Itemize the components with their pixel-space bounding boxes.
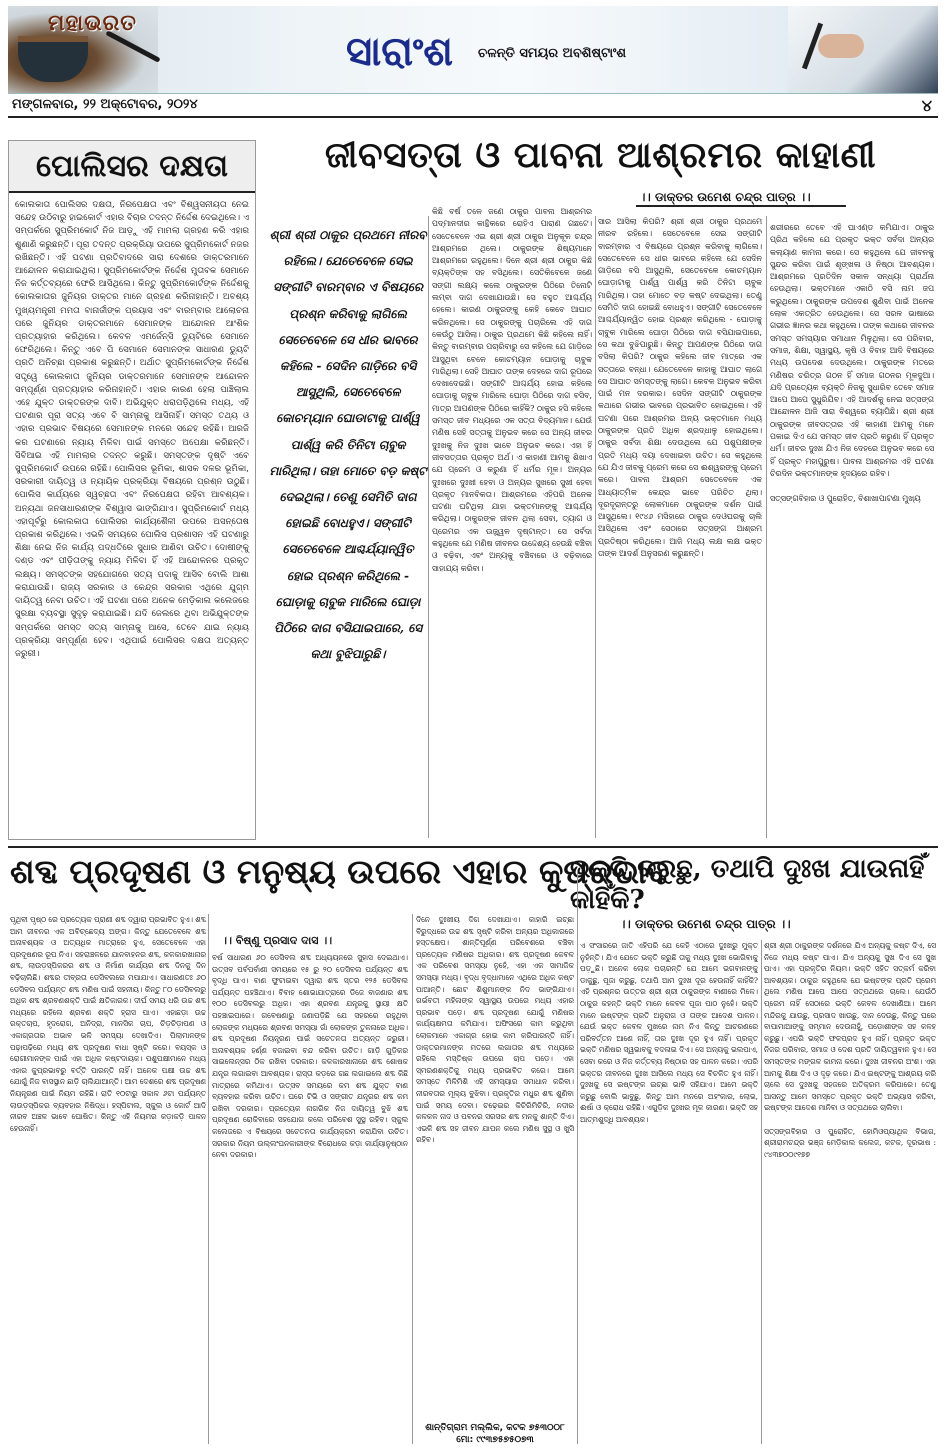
noise-article-column-2: ବର୍ଷ ସାଧାରଣ ୬୦ ଡେସିବଲ ଶବ୍ଦ ଅଧ୍ୟୟନରେ ସୁହାସ ଦେଇଥାଏ। ଉତ୍ସବ ପର୍ବପର୍ବାଣୀ ସମୟରେ ୧୫ ରୁ ୨୦ ଡେସିବଲ ପର୍ଯ୍ୟନ୍ତ ଶବ୍ଦ ବୃଦ୍ଧି ପାଏ। ବାଣ ଫୁଟାଇବା ଦ୍ୱାରା ଶବ୍ଦ ସ୍ତର ୧୨୫ ଡେସିବଲ ପର୍ଯ୍ୟନ୍ତ ପହଞ୍ଚିଥାଏ। ବିବାହ ଶୋଭାଯାତ୍ରାରେ ଡିଜେ ବାଜଣାର ଶବ୍ଦ ୧୦୦ ଡେସିବଲରୁ ଅଧିକ। ଏହା ଶ୍ରବଣ ଯନ୍ତ୍ରକୁ ସ୍ଥାୟୀ କ୍ଷତି ପହଞ୍ଚାଇପାରେ। ଗବେଷଣାରୁ ଜଣାପଡ଼ିଛି ଯେ ସହରରେ ରହୁଥିବା ଲୋକଙ୍କ ମଧ୍ୟରେ ଶ୍ରବଣ ସମସ୍ୟା ଗାଁ ଲୋକଙ୍କ ତୁଳନାରେ ଅଧିକ। ଶବ୍ଦ ପ୍ରଦୂଷଣ ନିୟନ୍ତ୍ରଣ ପାଇଁ ସଚେତନତା ଅତ୍ୟନ୍ତ ଜରୁରୀ। ଅନାବଶ୍ୟକ ହର୍ଣ୍ଣ ବଜାଇବା ବନ୍ଦ କରିବା ଉଚିତ। ଗାଡ଼ି ଗୁଡ଼ିକର ସାଇଲେନ୍ସର ଠିକ ରଖିବା ଦରକାର। କଳକାରଖାନାରେ ଶବ୍ଦ ଶୋଷକ ଯନ୍ତ୍ର ଲଗାଇବା ଆବଶ୍ୟକ। ରାସ୍ତା କଡ଼ରେ ଗଛ ଲଗାଇଲେ ଶବ୍ଦ କିଛି ମାତ୍ରାରେ କମିଥାଏ। ଉତ୍ସବ ସମୟରେ କମ ଶବ୍ଦ ଯୁକ୍ତ ବାଣ ବ୍ୟବହାର କରିବା ଉଚିତ। ଘରେ ଟିଭି ଓ ସଙ୍ଗୀତ ଯନ୍ତ୍ରର ଶବ୍ଦ କମ ରଖିବା ଦରକାର। ପ୍ରତ୍ୟେକ ନାଗରିକ ନିଜ ଦାୟିତ୍ୱ ବୁଝି ଶବ୍ଦ ପ୍ରଦୂଷଣ ରୋକିବାରେ ସହଯୋଗ କଲେ ପରିବେଶ ସୁସ୍ଥ ରହିବ। ସ୍କୁଲ କଲେଜରେ ଏ ବିଷୟରେ ସଚେତନତା କାର୍ଯ୍ୟକ୍ରମ କରାଯିବା ଉଚିତ। ସରକାର ନିୟମ ଉଲ୍ଲଂଘନକାରୀଙ୍କ ବିରୋଧରେ କଡ଼ା କାର୍ଯ୍ୟାନୁଷ୍ଠାନ ନେବା ଦରକାର।	[212, 953, 408, 1160]
editorial-header	[9, 141, 255, 193]
page-number: ୪	[921, 96, 932, 115]
bhakti-article-column-2	[764, 940, 936, 1410]
noise-article-title: ଶବ୍ଦ ପ୍ରଦୂଷଣ ଓ ମନୁଷ୍ୟ ଉପରେ ଏହାର କୁପ୍ରଭାବ	[10, 852, 670, 891]
editorial-title: ପୋଲିସର ଦକ୍ଷତା	[36, 149, 228, 184]
contact-address: ଶାନ୍ତିଗ୍ରାମ ମଲ୍ଲିକ, କଟକ ୭୫୩୦୦୮	[425, 1423, 565, 1433]
cup-shape	[18, 36, 88, 82]
section-title: ସାରାଂଶ	[346, 28, 454, 75]
hand-shape	[818, 34, 864, 58]
main-article-byline: ।। ଡାକ୍ତର ଉମେଶ ଚନ୍ଦ୍ର ପାତ୍ର ।।	[640, 190, 811, 204]
main-article-column-3-text: ଶରୀରରେ ତେବେ ଏହି ଘାଏଣ୍ଡ କମିଯାଏ। ଠାକୁର ପ୍ରିଥ କହିଲେ ଯେ ପ୍ରକୃତ ଭକ୍ତ ସର୍ବଦା ଅନ୍ୟର କଲ୍ୟାଣ କାମନା କରେ। ସେ କହୁଥିଲେ ଯେ ଜୀବନକୁ ସୁନ୍ଦର କରିବା ପାଇଁ ଶୃଙ୍ଖଳା ଓ ନିଷ୍ଠା ଆବଶ୍ୟକ। ଆଶ୍ରମରେ ପ୍ରତିଦିନ ସକାଳ ସନ୍ଧ୍ୟା ପ୍ରାର୍ଥନା ହେଉଥିଲା। ଭକ୍ତମାନେ ଏକାଠି ବସି ନାମ ଜପ କରୁଥିଲେ। ଠାକୁରଙ୍କ ଉପଦେଶ ଶୁଣିବା ପାଇଁ ଅନେକ ଲୋକ ଏକତ୍ରିତ ହେଉଥିଲେ। ସେ ସରଳ ଭାଷାରେ ଗଭୀର ଜ୍ଞାନର କଥା କହୁଥିଲେ। ତାଙ୍କ କଥାରେ ଜୀବନର ସମସ୍ତ ସମସ୍ୟାର ସମାଧାନ ମିଳୁଥିଲା। ସେ ପରିବାର, ସମାଜ, ଶିକ୍ଷା, ସ୍ୱାସ୍ଥ୍ୟ, କୃଷି ଓ ବିବାହ ଆଦି ବିଷୟରେ ମଧ୍ୟ ଉପଦେଶ ଦେଉଥିଲେ। ଠାକୁରଙ୍କ ମତରେ ମଣିଷର ଚରିତ୍ର ଗଠନ ହିଁ ସମାଜ ଗଠନର ମୂଳଦୁଆ। ଯଦି ପ୍ରତ୍ୟେକ ବ୍ୟକ୍ତି ନିଜକୁ ସୁଧାରିବ ତେବେ ସମାଜ ଆପେ ଆପେ ସୁଧୁରିଯିବ। ଏହି ଆଦର୍ଶକୁ ନେଇ ସତ୍ସଙ୍ଗ ଆନ୍ଦୋଳନ ଆଜି ସାରା ବିଶ୍ୱରେ ବ୍ୟାପିଛି। ଶ୍ରୀ ଶ୍ରୀ ଠାକୁରଙ୍କ ଜୀବସତ୍ତାର ଏହି କାହାଣୀ ଆମକୁ ମନେ ପକାଇ ଦିଏ ଯେ ସମସ୍ତ ଜୀବ ପ୍ରତି କରୁଣା ହିଁ ପ୍ରକୃତ ଧର୍ମ। ଜୀବର ଦୁଃଖ ଯିଏ ନିଜ ଦେହରେ ଅନୁଭବ କରେ ସେ ହିଁ ପ୍ରକୃତ ମହାପୁରୁଷ। ପାବନା ଆଶ୍ରମର ଏହି ଘଟଣା ଚିରଦିନ ଭକ୍ତମାନଙ୍କ ହୃଦୟରେ ରହିବ।	[770, 223, 934, 478]
contact-phone: ମୋ: ୯୯୩୭୫୭୫୦୭୩	[456, 1435, 534, 1445]
column-divider	[428, 216, 429, 838]
pull-quote: ଶ୍ରୀ ଶ୍ରୀ ଠାକୁର ପ୍ରଥମେ ନୀରବ ରହିଲେ। ଯେତେବେଳେ ସେଇ ସଙ୍ଗୀଟି ବାରମ୍ବାର ଏ ବିଷୟରେ ପ୍ରଶ୍ନ କରିବାକୁ ଲାଗିଲେ ସେତେବେଳେ ସେ ଧୀର ଭାବରେ କହିଲେ - ସେଦିନ ଗାଡ଼ିରେ ବସି ଆସୁଥିଲି, ସେତେବେଳେ କୋଚମ୍ୟାନ ଘୋଡାଟାକୁ ପାର୍ଶ୍ୱ ପାର୍ଶ୍ୱ କରି ତିନିଟା ଚାବୁକ ମାରିଥିଲା। ତାହା ମୋତେ ବଡ଼ କଷ୍ଟ ଦେଇଥିଲା। ତେଣୁ ସେମିତି ଦାଗ ହୋଇଛି ବୋଧହୁଏ। ସଙ୍ଗୀଟି ସେତେବେଳେ ଆଶ୍ଚର୍ଯ୍ୟାନ୍ୱିତ ହୋଇ ପ୍ରଶ୍ନ କରିଥିଲେ - ଘୋଡ଼ାକୁ ଚାବୁକ ମାରିଲେ ଘୋଡ଼ା ପିଠିରେ ଦାଗ ବସିଯାଇପାରେ, ସେ କଥା ବୁଝିପାରୁଛି।	[269, 228, 427, 662]
main-article-title: ଜୀବସତ୍ତା ଓ ପାବନା ଆଶ୍ରମର କାହାଣୀ	[324, 134, 877, 176]
editorial-body: କୋଲକାତା ପୋଲିସର ଦକ୍ଷତା, ନିରପେକ୍ଷତା ଏବଂ ବିଶ୍ୱସନୀୟତା ନେଇ ସନ୍ଦେହ ଉଠିବାରୁ ହାଇକୋର୍ଟ ଏହାର ବିଚାର ତଦନ୍ତ ନିର୍ଦ୍ଦେଶ ଦେଇଥିଲେ। ଏ ସମ୍ପର୍କରେ ସୁପ୍ରିମକୋର୍ଟ ନିଜ ଆଡ଼ୁ ଏହି ମାମଲା ଗ୍ରହଣ କରି ଏହାର ଶୁଣାଣି କରୁଛନ୍ତି। ପୂରା ତଦନ୍ତ ପ୍ରକ୍ରିୟା ଉପରେ ସୁପ୍ରିମକୋର୍ଟ ନଜର ରଖିଛନ୍ତି। ଏହି ଘଟଣା ପ୍ରତିବାଦରେ ସାରା ଦେଶରେ ଡାକ୍ତରମାନେ ଆନ୍ଦୋଳନ କରାଯାଇଥିଲା। ସୁପ୍ରିମକୋର୍ଟଙ୍କ ନିର୍ଦ୍ଦେଶ ମୁତାବକ ସେମାନେ ନିଜ କର୍ତ୍ତବ୍ୟରେ ଫେରି ଆସିଥିଲେ। କିନ୍ତୁ ସୁପ୍ରିମକୋର୍ଟଙ୍କ ନିର୍ଦ୍ଦେଶକୁ କୋଲକାତାର ଜୁନିୟର ଡାକ୍ତର ମାନେ ଗ୍ରହଣ କରିନାହାନ୍ତି। ଅବଶ୍ୟ ମୁଖ୍ୟମନ୍ତ୍ରୀ ମମତା ବାନାର୍ଜୀଙ୍କ ପ୍ରୟାସ ଏବଂ ବାରମ୍ବାର ଆଲୋଚନା ପରେ ଜୁନିୟର ଡାକ୍ତରମାନେ ସେମାନଙ୍କ ଆନ୍ଦୋଳନ ଆଂଶିକ ପ୍ରତ୍ୟାହାର କରିଥିଲେ। କେବଳ ଏମର୍ଜେନ୍ସି ଡ୍ୟୁଟିରେ ସେମାନେ ଫେରିଥିଲେ। କିନ୍ତୁ ଏବେ ପି ସେମାନେ ସେମାନଙ୍କ ସାଧାରଣ ଡ୍ୟୁଟି ପ୍ରତି ଅନିଚ୍ଛା ପ୍ରକାଶ କରୁଛନ୍ତି। ଅର୍ଥାତ ସୁପ୍ରିମକୋର୍ଟଙ୍କ ନିର୍ଦ୍ଦେଶ ସତ୍ତ୍ୱେ କୋଲକାତା ଜୁନିୟର ଡାକ୍ତରମାନେ ସେମାନଙ୍କ ଆନ୍ଦୋଳନ ସମ୍ପୂର୍ଣ୍ଣ ପ୍ରତ୍ୟାହାର କରିନାହାନ୍ତି। ଏହାର କାରଣ ହେଲା ପାଞ୍ଚିଲାଲ ଏହେ ଯୁକ୍ତ ଡାକ୍ତରଙ୍କ ଦାବି। ଅଭିଯୁକ୍ତ ଧରାପଡ଼ିଥିଲେ ମଧ୍ୟ, ଏହି ଘଟଣାର ପୂରା ସତ୍ୟ ଏବେ ବି ସାମ୍ନାକୁ ଆସିନାହିଁ। ସମସ୍ତ ତଥ୍ୟ ଓ ଏହାର ପ୍ରଭାବ ବିଷୟରେ ସେମାନଙ୍କ ମନରେ ସନ୍ଦେହ ରହିଛି। ଆରଜି କର ଘଟଣାରେ ନ୍ୟାୟ ମିଳିବା ପାଇଁ ସମସ୍ତେ ଅପେକ୍ଷା କରିଛନ୍ତି। ସିବିଆଇ ଏହି ମାମଲାର ତଦନ୍ତ କରୁଛି। ସମସ୍ତଙ୍କ ଦୃଷ୍ଟି ଏବେ ସୁପ୍ରିମକୋର୍ଟ ଉପରେ ରହିଛି। ପୋଲିସର ଭୂମିକା, ଶାସକ ଦଳର ଭୂମିକା, ସରକାରୀ ଦାୟିତ୍ୱ ଓ ନ୍ୟାୟିକ ପ୍ରକ୍ରିୟା ବିଷୟରେ ପ୍ରଶ୍ନ ଉଠୁଛି। ପୋଲିସ କାର୍ଯ୍ୟରେ ସ୍ୱଚ୍ଛତା ଏବଂ ନିରପେକ୍ଷତା ରହିବା ଆବଶ୍ୟକ। ଅନ୍ୟଥା ଜନସାଧାରଣଙ୍କ ବିଶ୍ୱାସ ଭାଙ୍ଗିଯାଏ। ସୁପ୍ରିମକୋର୍ଟ ମଧ୍ୟ ଏହାପୂର୍ବରୁ କୋଲକାତା ପୋଲିସର କାର୍ଯ୍ୟଶୈଳୀ ଉପରେ ଅସନ୍ତୋଷ ପ୍ରକାଶ କରିଥିଲେ। ଏଭଳି ସମୟରେ ପୋଲିସ ପ୍ରଶାସନ ଏହି ଘଟଣାରୁ ଶିକ୍ଷା ନେଇ ନିଜ କାର୍ଯ୍ୟ ପଦ୍ଧତିରେ ସୁଧାର ଆଣିବା ଉଚିତ। ଦୋଷୀଙ୍କୁ ଦଣ୍ଡ ଏବଂ ପୀଡ଼ିତାଙ୍କୁ ନ୍ୟାୟ ମିଳିବା ହିଁ ଏହି ଆନ୍ଦୋଳନର ପ୍ରକୃତ ଲକ୍ଷ୍ୟ। ସମସ୍ତଙ୍କ ସହଯୋଗରେ ସତ୍ୟ ପଦାକୁ ଆସିବ ବୋଲି ଆଶା କରାଯାଉଛି। ରାଜ୍ୟ ସରକାର ଓ କେନ୍ଦ୍ର ସରକାର ଏଥିରେ ଯୁଗ୍ମ ଦାୟିତ୍ୱ ନେବା ଉଚିତ। ଏହି ଘଟଣା ପରେ ଅନେକ ମେଡ଼ିକାଲ କଲେଜରେ ସୁରକ୍ଷା ବ୍ୟବସ୍ଥା ସୁଦୃଢ଼ କରାଯାଇଛି। ଯଦି ଜେଲରେ ଥିବା ଅଭିଯୁକ୍ତଙ୍କ ସମ୍ପର୍କରେ ସମସ୍ତ ସତ୍ୟ ସାମ୍ନାକୁ ଆସେ, ତେବେ ଯାଇ ନ୍ୟାୟ ପ୍ରକ୍ରିୟା ସମ୍ପୂର୍ଣ୍ଣ ହେବ। ଏଥିପାଇଁ ପୋଲିସର ଦକ୍ଷତା ଅତ୍ୟନ୍ତ ଜରୁରୀ।	[15, 200, 249, 659]
column-divider	[595, 216, 596, 838]
bhakti-article-column-2-text: ଶ୍ରୀ ଶ୍ରୀ ଠାକୁରଙ୍କ ଦର୍ଶନରେ ଯିଏ ଅନ୍ୟକୁ କଷ୍ଟ ଦିଏ, ସେ ନିଜେ ମଧ୍ୟ କଷ୍ଟ ପାଏ। ଯିଏ ଅନ୍ୟକୁ ସୁଖ ଦିଏ ସେ ସୁଖ ପାଏ। ଏହା ପ୍ରକୃତିର ନିୟମ। ଭକ୍ତି ସହିତ ସତ୍କର୍ମ କରିବା ଆବଶ୍ୟକ। ଠାକୁର କହୁଥିଲେ ଯେ ଇଷ୍ଟଙ୍କ ପ୍ରତି ପ୍ରେମ ଥିଲେ ମଣିଷ ଆପେ ଆପେ ସତ୍ପଥରେ ଚାଲେ। ଯେଉଁଠି ପ୍ରେମ ନାହିଁ ସେଠାରେ ଭକ୍ତି କେବଳ ଦେଖାଣିଆ। ଆମେ ମନ୍ଦିରକୁ ଯାଉଛୁ, ପ୍ରସାଦ ଖାଉଛୁ, ଦାନ ଦେଉଛୁ, କିନ୍ତୁ ଘରେ ବାପାମାଆଙ୍କୁ ସମ୍ମାନ ଦେଉନାହୁଁ, ପଡ଼ୋଶୀଙ୍କ ସହ କଳହ କରୁଛୁ। ଏପରି ଭକ୍ତି ଫଳପ୍ରଦ ହୁଏ ନାହିଁ। ପ୍ରକୃତ ଭକ୍ତ ନିଜର ପରିବାର, ସମାଜ ଓ ଦେଶ ପ୍ରତି ଦାୟିତ୍ୱବାନ ହୁଏ। ସେ ସମସ୍ତଙ୍କ ମଙ୍ଗଳ କାମନା କରେ। ଦୁଃଖ ଜୀବନର ଅଂଶ। ଏହା ଆମକୁ ଶିକ୍ଷା ଦିଏ ଓ ଦୃଢ଼ କରେ। ଯିଏ ଇଷ୍ଟଙ୍କୁ ଆଶ୍ରୟ କରି ଚାଲେ ସେ ଦୁଃଖକୁ ସହଜରେ ଅତିକ୍ରମ କରିପାରେ। ତେଣୁ ଆସନ୍ତୁ ଆମେ ସମସ୍ତେ ପ୍ରକୃତ ଭକ୍ତି ଅଭ୍ୟାସ କରିବା, ଇଷ୍ଟଙ୍କ ଆଦେଶ ମାନିବା ଓ ସତ୍ପଥରେ ଚାଲିବା।	[764, 941, 936, 1113]
editorial-box	[8, 140, 256, 840]
issue-date: ମଙ୍ଗଳବାର, ୨୨ ଅକ୍ଟୋବର, ୨୦୨୪	[12, 97, 198, 112]
main-article-column-3	[770, 222, 934, 838]
column-divider	[766, 216, 767, 838]
newspaper-logo: ମହାଭରତ	[48, 10, 137, 36]
column-divider	[577, 870, 578, 1444]
bhakti-article-byline: ।। ଡାକ୍ତର ଉମେଶ ଚନ୍ଦ୍ର ପାତ୍ର ।।	[620, 917, 791, 931]
masthead	[8, 6, 938, 94]
main-article-column-2: ସାର ଆସିଲା କିପରି? ଶ୍ରୀ ଶ୍ରୀ ଠାକୁର ପ୍ରଥମେ ନୀରବ ରହିଲେ। ସେତେବେଳେ ସେଇ ସଙ୍ଗୀଟି ବାରମ୍ବାର ଏ ବିଷୟରେ ପ୍ରଶ୍ନ କରିବାକୁ ଲାଗିଲେ। ସେତେବେଳେ ସେ ଧୀର ଭାବରେ କହିଲେ ଯେ ସେଦିନ ଗାଡ଼ିରେ ବସି ଆସୁଥିଲି, ସେତେବେଳେ କୋଚମ୍ୟାନ ଘୋଡ଼ାଟାକୁ ପାର୍ଶ୍ୱ ପାର୍ଶ୍ୱ କରି ତିନିଟା ଚାବୁକ ମାରିଥିଲା। ତାହା ମୋତେ ବଡ଼ କଷ୍ଟ ଦେଇଥିଲା। ତେଣୁ ସେମିତି ଦାଗ ହୋଇଛି ବୋଧହୁଏ। ସଙ୍ଗୀଟି ସେତେବେଳେ ଆଶ୍ଚର୍ଯ୍ୟାନ୍ୱିତ ହୋଇ ପ୍ରଶ୍ନ କରିଥିଲେ - ଘୋଡ଼ାକୁ ଚାବୁକ ମାରିଲେ ଘୋଡ଼ା ପିଠିରେ ଦାଗ ବସିଯାଇପାରେ, ସେ କଥା ବୁଝିପାରୁଛି। କିନ୍ତୁ ଆପଣଙ୍କ ପିଠିରେ ଦାଗ ବସିଲା କିପରି? ଠାକୁର କହିଲେ ଜୀବ ମାତ୍ରେ ଏକ ସତ୍ତାରେ ବନ୍ଧା। ଯେତେବେଳେ କାହାକୁ ଆଘାତ ଲାଗେ ସେ ଆଘାତ ସମସ୍ତଙ୍କୁ ଲାଗେ। କେବଳ ଅନୁଭବ କରିବା ପାଇଁ ମନ ଦରକାର। ସେଦିନ ସଙ୍ଗୀଟି ଠାକୁରଙ୍କ କଥାରେ ଗଭୀର ଭାବରେ ପ୍ରଭାବିତ ହୋଇଥିଲେ। ଏହି ଘଟଣା ପରେ ଆଶ୍ରମର ଅନ୍ୟ ଭକ୍ତମାନେ ମଧ୍ୟ ଠାକୁରଙ୍କ ପ୍ରତି ଅଧିକ ଶ୍ରଦ୍ଧାଳୁ ହୋଇଥିଲେ। ଠାକୁର ସର୍ବଦା ଶିକ୍ଷା ଦେଉଥିଲେ ଯେ ପଶୁପକ୍ଷୀଙ୍କ ପ୍ରତି ମଧ୍ୟ ଦୟା ଦେଖାଇବା ଉଚିତ। ସେ କହୁଥିଲେ ଯେ ଯିଏ ଜୀବକୁ ପ୍ରେମ କରେ ସେ ଈଶ୍ୱରଙ୍କୁ ପ୍ରେମ କରେ। ପାବନା ଆଶ୍ରମ ସେତେବେଳେ ଏକ ଆଧ୍ୟାତ୍ମିକ କେନ୍ଦ୍ର ଭାବେ ପରିଚିତ ଥିଲା। ଦୂରଦୂରାନ୍ତରୁ ଲୋକମାନେ ଠାକୁରଙ୍କ ଦର୍ଶନ ପାଇଁ ଆସୁଥିଲେ। ୧୯୪୬ ମସିହାରେ ଠାକୁର ଦେଓଘରକୁ ଚାଲି ଆସିଥିଲେ ଏବଂ ସେଠାରେ ସତ୍ସଙ୍ଗ ଆଶ୍ରମ ପ୍ରତିଷ୍ଠା କରିଥିଲେ। ଆଜି ମଧ୍ୟ ଲକ୍ଷ ଲକ୍ଷ ଭକ୍ତ ତାଙ୍କ ଆଦର୍ଶ ଅନୁସରଣ କରୁଛନ୍ତି।	[598, 217, 762, 559]
date-bar	[8, 96, 938, 118]
noise-article-contact	[420, 1422, 570, 1446]
byline-rule	[636, 205, 846, 207]
section-tagline: ଚଳନ୍ତି ସମୟର ଅବଶିଷ୍ଟାଂଶ	[478, 46, 627, 61]
bhakti-article-signoff: ସତ୍ସଙ୍ଗବିହାର ଓ ପୁରୋହିତ, ହୋମିଓପ୍ୟାଥିକ ବିଭାଗ, ଶ୍ରୀରାମଚନ୍ଦ୍ର ଭଞ୍ଜ ମେଡ଼ିକାଲ କଲେଜ, କଟକ, ଦୂରଭାଷ : ୯୪୩୭୦୦୯୧୭୭	[764, 1126, 936, 1159]
main-article-signoff: ସତ୍ସଙ୍ଗବିହାର ଓ ପୁରୋହିତ, ବିଶାଖାପାଟଣା ମୁଖ୍ୟ	[770, 493, 921, 503]
column-divider	[412, 914, 413, 1444]
main-article-column-1: କିଛି ବର୍ଷ ତଳେ ଜଣେ ଠାକୁର ପାବନା ଆଶ୍ରମର ପଦ୍ମାନଦୀର କାନ୍ଥିକରେ ରୋହିଏ ପାରାଣ ଗଛଟେ। ସେତେବେଳେ ଏଇ ଶ୍ରୀ ଶ୍ରୀ ଠାକୁର ଅନୁକୂଳ ଚନ୍ଦ୍ର ଆଶ୍ରମରେ ଥିଲେ। ଠାକୁରଙ୍କ ଶିଷ୍ୟମାନେ ଆଶ୍ରମରେ ରହୁଥିଲେ। ଦିନେ ଶ୍ରୀ ଶ୍ରୀ ଠାକୁର କିଛି ବ୍ୟକ୍ତିଙ୍କ ସହ ବସିଥିଲେ। ସେତିକିବେଳେ ଜଣେ ସଙ୍ଗୀ ଲକ୍ଷ୍ୟ କଲେ ଠାକୁରଙ୍କ ପିଠିରେ ତିନୋଟି ଲମ୍ବା ଦାଗ ଦେଖାଯାଉଛି। ସେ ବହୁତ ଆଶ୍ଚର୍ଯ୍ୟ ହେଲେ। କାରଣ ଠାକୁରଙ୍କୁ କେହି କେବେ ଆଘାତ କରିନଥିଲେ। ସେ ଠାକୁରଙ୍କୁ ପଚାରିଲେ ଏହି ଦାଗ କେଉଁଠୁ ଆସିଲା। ଠାକୁର ପ୍ରଥମେ କିଛି କହିଲେ ନାହିଁ। କିନ୍ତୁ ବାରମ୍ବାର ପଚାରିବାରୁ ସେ କହିଲେ ଯେ ଗାଡ଼ିରେ ଆସୁଥିବା ବେଳେ କୋଚମ୍ୟାନ ଘୋଡ଼ାକୁ ଚାବୁକ ମାରିଥିଲା। ସେହି ଆଘାତ ତାଙ୍କ ଦେହରେ ଦାଗ ରୂପରେ ଦେଖାଦେଇଛି। ସଙ୍ଗୀଟି ଆଶ୍ଚର୍ଯ୍ୟ ହୋଇ କହିଲେ ଘୋଡ଼ାକୁ ଚାବୁକ ମାରିଲେ ଘୋଡ଼ା ପିଠିରେ ଦାଗ ବସିବ, ମାତ୍ର ଆପଣଙ୍କ ପିଠିରେ କାହିଁକି? ଠାକୁର ହସି କହିଲେ ସମସ୍ତ ଜୀବ ମଧ୍ୟରେ ଏକ ସତ୍ତା ବିଦ୍ୟମାନ। ଯେଉଁ ମଣିଷ ସେହି ସତ୍ତାକୁ ଅନୁଭବ କରେ ସେ ଅନ୍ୟ ଜୀବର ଦୁଃଖକୁ ନିଜ ଦୁଃଖ ଭାବେ ଅନୁଭବ କରେ। ଏହା ହିଁ ଜୀବସତ୍ତାର ପ୍ରକୃତ ଅର୍ଥ। ଏ କାହାଣୀ ଆମକୁ ଶିଖାଏ ଯେ ପ୍ରେମ ଓ କରୁଣା ହିଁ ଧର୍ମର ମୂଳ। ଅନ୍ୟର ଦୁଃଖରେ ଦୁଃଖୀ ହେବା ଓ ଅନ୍ୟର ସୁଖରେ ସୁଖୀ ହେବା ପ୍ରକୃତ ମାନବିକତା। ଆଶ୍ରମରେ ଏହିପରି ଅନେକ ଘଟଣା ଘଟିଥିଲା ଯାହା ଭକ୍ତମାନଙ୍କୁ ଆଶ୍ଚର୍ଯ୍ୟ କରିଥିଲା। ଠାକୁରଙ୍କ ଜୀବନ ଥିଲା ସେବା, ତ୍ୟାଗ ଓ ପ୍ରେମର ଏକ ଉଜ୍ଜ୍ୱଳ ଦୃଷ୍ଟାନ୍ତ। ସେ ସର୍ବଦା କହୁଥିଲେ ଯେ ମଣିଷ ଜୀବନର ଉଦ୍ଦେଶ୍ୟ ହେଉଛି ବଞ୍ଚିବା ଓ ବଢ଼ିବା, ଏବଂ ଅନ୍ୟକୁ ବଞ୍ଚିବାରେ ଓ ବଢ଼ିବାରେ ସାହାଯ୍ୟ କରିବା।	[432, 207, 592, 573]
bhakti-article-column-1: ଏ ସଂସାରରେ ଜାତି ଏହିପରି ଯେ କେହି ଏଠାରେ ଦୁଃଖରୁ ମୁକ୍ତ ନୁହଁନ୍ତି। ଯିଏ ଯେତେ ଭକ୍ତି କରୁଛି ତାକୁ ମଧ୍ୟ ଦୁଃଖ ଭୋଗିବାକୁ ପଡ଼ୁଛି। ଅନେକ ଲୋକ ପଚାରନ୍ତି ଯେ ଆମେ ଭଗବାନଙ୍କୁ ଡାକୁଛୁ, ପୂଜା କରୁଛୁ, ତଥାପି ଆମ ଦୁଃଖ ଦୂର ହେଉନାହିଁ କାହିଁକି? ଏହି ପ୍ରଶ୍ନର ଉତ୍ତର ଶ୍ରୀ ଶ୍ରୀ ଠାକୁରଙ୍କ ବାଣୀରେ ମିଳେ। ଠାକୁର କହନ୍ତି ଭକ୍ତି ମାନେ କେବଳ ପୂଜା ପାଠ ନୁହେଁ। ଭକ୍ତି ମାନେ ଇଷ୍ଟଙ୍କ ପ୍ରତି ଅନୁରାଗ ଓ ତାଙ୍କ ଆଦେଶ ପାଳନ। ଯେଉଁ ଭକ୍ତ କେବଳ ମୁଖରେ ନାମ ନିଏ କିନ୍ତୁ ଆଚରଣରେ ପରିବର୍ତ୍ତନ ଆଣେ ନାହିଁ, ତାର ଦୁଃଖ ଦୂର ହୁଏ ନାହିଁ। ପ୍ରକୃତ ଭକ୍ତି ମଣିଷର ସ୍ୱଭାବକୁ ବଦଳାଇ ଦିଏ। ସେ ଅନ୍ୟକୁ ଭଲପାଏ, ସେବା କରେ ଓ ନିଜ କର୍ତ୍ତବ୍ୟ ନିଷ୍ଠାର ସହ ପାଳନ କରେ। ଏପରି ଭକ୍ତର ଜୀବନରେ ଦୁଃଖ ଆସିଲେ ମଧ୍ୟ ସେ ବିଚଳିତ ହୁଏ ନାହିଁ। ଦୁଃଖକୁ ସେ ଇଷ୍ଟଙ୍କ ଇଚ୍ଛା ଭାବି ସହିଯାଏ। ଆମେ ଭକ୍ତି କରୁଛୁ ବୋଲି ଭାବୁଛୁ, କିନ୍ତୁ ଆମ ମନରେ ଅହଂକାର, ଲୋଭ, ଈର୍ଷା ଓ କ୍ରୋଧ ରହିଛି। ଏଗୁଡ଼ିକ ଦୁଃଖର ମୂଳ କାରଣ। ଭକ୍ତି ସହ ଆତ୍ମଶୁଦ୍ଧି ଆବଶ୍ୟକ।	[580, 941, 758, 1124]
column-divider	[208, 914, 209, 1444]
writing-hand-image	[788, 6, 938, 94]
bhakti-article-title: ଭକ୍ତି କରୁଛୁ, ତଥାପି ଦୁଃଖ ଯାଉନାହିଁ କାହିଁକି?	[570, 854, 925, 915]
section-separator	[8, 846, 938, 848]
noise-article-byline: ।। ବିଷ୍ଣୁ ପ୍ରସାଦ ଦାସ ।।	[222, 934, 333, 947]
noise-article-column-3: ଦିନେ ଦୁଃଖୀୟ ଦିଗ ଦେଖାଯାଏ। କାହାରି ଇଚ୍ଛା ବିରୁଦ୍ଧରେ ଉଚ୍ଚ ଶବ୍ଦ ସୃଷ୍ଟି କରିବା ଅନ୍ୟର ଅଧିକାରରେ ହସ୍ତକ୍ଷେପ। ଶାନ୍ତିପୂର୍ଣ୍ଣ ପରିବେଶରେ ବଞ୍ଚିବା ପ୍ରତ୍ୟେକ ମଣିଷର ଅଧିକାର। ଶବ୍ଦ ପ୍ରଦୂଷଣ କେବଳ ଏକ ପରିବେଶ ସମସ୍ୟା ନୁହେଁ, ଏହା ଏକ ସାମାଜିକ ସମସ୍ୟା ମଧ୍ୟ। ବୃଦ୍ଧ ବୃଦ୍ଧାମାନେ ଏଥିରେ ଅଧିକ କଷ୍ଟ ପାଆନ୍ତି। ଛୋଟ ଶିଶୁମାନଙ୍କ ନିଦ ଭାଙ୍ଗିଯାଏ। ଗର୍ଭବତୀ ମହିଳାଙ୍କ ସ୍ୱାସ୍ଥ୍ୟ ଉପରେ ମଧ୍ୟ ଏହାର ପ୍ରଭାବ ପଡ଼େ। ଶବ୍ଦ ପ୍ରଦୂଷଣ ଯୋଗୁଁ ମଣିଷର କାର୍ଯ୍ୟକ୍ଷମତା କମିଯାଏ। ଅଫିସରେ କାମ କରୁଥିବା ଲୋକମାନେ ଏକାଗ୍ର ହୋଇ କାମ କରିପାରନ୍ତି ନାହିଁ। ଡାକ୍ତରମାନଙ୍କ ମତରେ ଲଗାତାର ଶବ୍ଦ ମଧ୍ୟରେ ରହିଲେ ମସ୍ତିଷ୍କ ଉପରେ ଚାପ ପଡ଼େ। ଏହା ସ୍ମରଣଶକ୍ତିକୁ ମଧ୍ୟ ପ୍ରଭାବିତ କରେ। ଆମେ ସମସ୍ତେ ମିଳିମିଶି ଏହି ସମସ୍ୟାର ସମାଧାନ କରିବା। ନୀରବତାର ମୂଲ୍ୟ ବୁଝିବା। ପ୍ରକୃତିର ମଧୁର ଶବ୍ଦ ଶୁଣିବା ପାଇଁ ସମୟ ଦେବା। ଚଢ଼େଇର କିଚିରିମିଚିରି, ନଦୀର କଳକଳ ନାଦ ଓ ପବନର ସରସର ଶବ୍ଦ ମନକୁ ଶାନ୍ତି ଦିଏ। ଏଭଳି ଶବ୍ଦ ସହ ଜୀବନ ଯାପନ କଲେ ମଣିଷ ସୁସ୍ଥ ଓ ଖୁସି ରହିବ।	[416, 915, 574, 1145]
column-divider	[761, 940, 762, 1444]
noise-article-column-1: ପୃଥିବୀ ପୃଷ୍ଠ ରେ ପ୍ରତ୍ୟେକ ପ୍ରାଣୀ ଶବ୍ଦ ଦ୍ୱାରା ପ୍ରଭାବିତ ହୁଏ। ଶବ୍ଦ ଆମ ଜୀବନର ଏକ ଅବିଚ୍ଛେଦ୍ୟ ଅଙ୍ଗ। କିନ୍ତୁ ଯେତେବେଳେ ଶବ୍ଦ ଅନାବଶ୍ୟକ ଓ ଅତ୍ୟଧିକ ମାତ୍ରାରେ ହୁଏ, ସେତେବେଳେ ଏହା ପ୍ରଦୂଷଣର ରୂପ ନିଏ। ସହରାଞ୍ଚଳରେ ଯାନବାହନର ଶବ୍ଦ, କଳକାରଖାନାର ଶବ୍ଦ, ଲାଉଡ଼ସ୍ପିକରର ଶବ୍ଦ ଓ ନିର୍ମାଣ କାର୍ଯ୍ୟର ଶବ୍ଦ ଦିନକୁ ଦିନ ବଢ଼ିଚାଲିଛି। ଶବ୍ଦର ତୀବ୍ରତା ଡେସିବଲରେ ମପାଯାଏ। ସାଧାରଣତଃ ୬୦ ଡେସିବଲ ପର୍ଯ୍ୟନ୍ତ ଶବ୍ଦ ମଣିଷ ପାଇଁ ସହନୀୟ। କିନ୍ତୁ ୮୦ ଡେସିବଲରୁ ଅଧିକ ଶବ୍ଦ ଶ୍ରବଣଶକ୍ତି ପାଇଁ କ୍ଷତିକାରକ। ଦୀର୍ଘ ସମୟ ଧରି ଉଚ୍ଚ ଶବ୍ଦ ମଧ୍ୟରେ ରହିଲେ ଶ୍ରବଣ ଶକ୍ତି ହ୍ରାସ ପାଏ। ଏହାଛଡ଼ା ଉଚ୍ଚ ରକ୍ତଚାପ, ହୃଦରୋଗ, ଅନିଦ୍ରା, ମାନସିକ ଚାପ, ଚିଡ଼ଚିଡ଼ାପଣ ଓ ଏକାଗ୍ରତାର ଅଭାବ ଭଳି ସମସ୍ୟା ଦେଖାଦିଏ। ପିଲାମାନଙ୍କ ପଢ଼ାପଢ଼ିରେ ମଧ୍ୟ ଶବ୍ଦ ପ୍ରଦୂଷଣ ବାଧା ସୃଷ୍ଟି କରେ। ବୟସ୍କ ଓ ରୋଗୀମାନଙ୍କ ପାଇଁ ଏହା ଅଧିକ କଷ୍ଟଦାୟକ। ପଶୁପକ୍ଷୀମାନେ ମଧ୍ୟ ଏହାର କୁପ୍ରଭାବରୁ ବର୍ତ୍ତି ପାରନ୍ତି ନାହିଁ। ଅନେକ ପକ୍ଷୀ ଉଚ୍ଚ ଶବ୍ଦ ଯୋଗୁଁ ନିଜ ବାସସ୍ଥାନ ଛାଡ଼ି ଚାଲିଯାଆନ୍ତି। ଆମ ଦେଶରେ ଶବ୍ଦ ପ୍ରଦୂଷଣ ନିୟନ୍ତ୍ରଣ ପାଇଁ ନିୟମ ରହିଛି। ରାତି ୧୦ଟାରୁ ସକାଳ ୬ଟା ପର୍ଯ୍ୟନ୍ତ ଲାଉଡ଼ସ୍ପିକର ବ୍ୟବହାର ନିଷିଦ୍ଧ। ହସ୍ପିଟାଲ, ସ୍କୁଲ ଓ କୋର୍ଟ ଆଦି ନୀରବ ଅଞ୍ଚଳ ଭାବେ ଘୋଷିତ। କିନ୍ତୁ ଏହି ନିୟମର କଡ଼ାକଡ଼ି ପାଳନ ହେଉନାହିଁ।	[10, 915, 206, 1133]
